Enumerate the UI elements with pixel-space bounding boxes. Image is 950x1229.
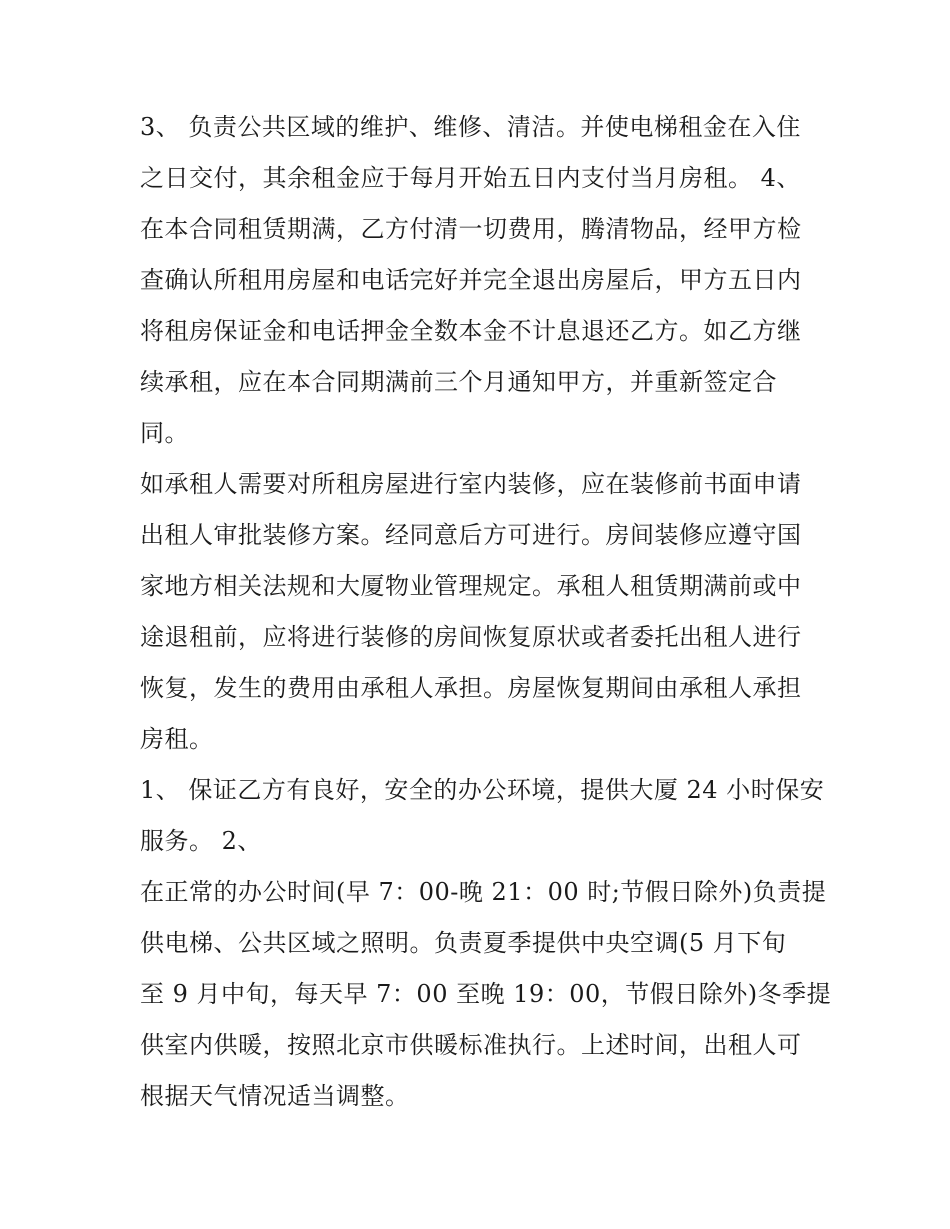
- text-line: 如承租人需要对所租房屋进行室内装修，应在装修前书面申请: [140, 470, 802, 498]
- text-line: 服务。 2、: [140, 827, 262, 855]
- text-line: 在本合同租赁期满，乙方付清一切费用，腾清物品，经甲方检: [140, 215, 802, 243]
- text-line: 供室内供暖，按照北京市供暖标准执行。上述时间，出租人可: [140, 1031, 802, 1059]
- text-line: 根据天气情况适当调整。: [140, 1082, 410, 1110]
- text-line: 恢复，发生的费用由承租人承担。房屋恢复期间由承租人承担: [140, 674, 802, 702]
- text-line: 将租房保证金和电话押金全数本金不计息退还乙方。如乙方继: [140, 317, 802, 345]
- text-line: 在正常的办公时间(早 7：00-晚 21：00 时;节假日除外)负责提: [140, 878, 827, 906]
- text-line: 同。: [140, 419, 189, 447]
- text-line: 之日交付，其余租金应于每月开始五日内支付当月房租。 4、: [140, 164, 801, 192]
- text-line: 房租。: [140, 725, 214, 753]
- text-line: 续承租，应在本合同期满前三个月通知甲方，并重新签定合: [140, 368, 777, 396]
- text-line: 查确认所租用房屋和电话完好并完全退出房屋后，甲方五日内: [140, 266, 802, 294]
- text-line: 家地方相关法规和大厦物业管理规定。承租人租赁期满前或中: [140, 572, 802, 600]
- document-body: [140, 102, 830, 1122]
- text-line: 至 9 月中旬，每天早 7：00 至晚 19：00，节假日除外)冬季提: [140, 980, 832, 1008]
- text-line: 供电梯、公共区域之照明。负责夏季提供中央空调(5 月下旬: [140, 929, 787, 957]
- text-line: 途退租前，应将进行装修的房间恢复原状或者委托出租人进行: [140, 623, 802, 651]
- text-line: 出租人审批装修方案。经同意后方可进行。房间装修应遵守国: [140, 521, 802, 549]
- text-line: 3、 负责公共区域的维护、维修、清洁。并使电梯租金在入住: [140, 113, 801, 141]
- text-line: 1、 保证乙方有良好，安全的办公环境，提供大厦 24 小时保安: [140, 776, 825, 804]
